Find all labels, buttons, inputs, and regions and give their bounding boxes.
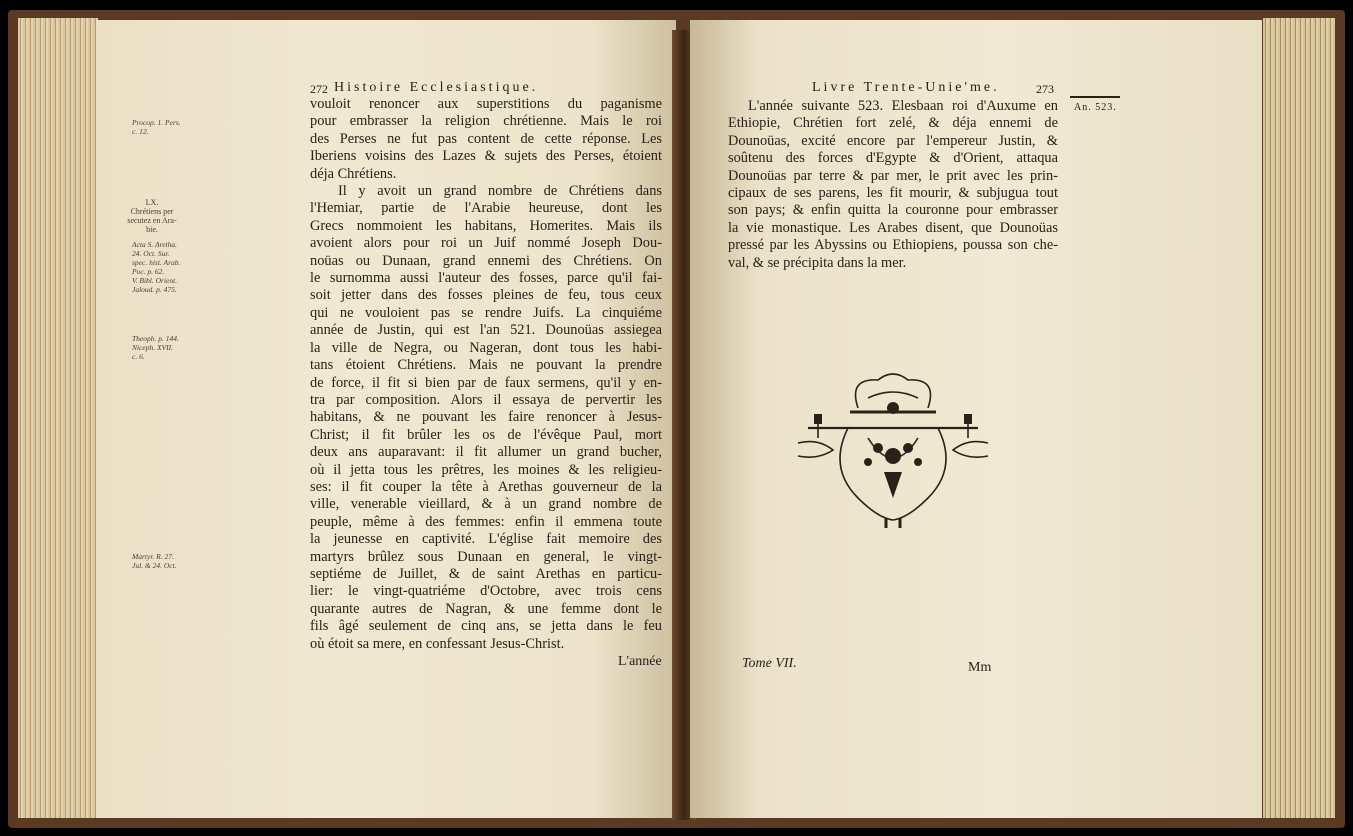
left-page-edges bbox=[18, 18, 98, 818]
side-year: An. 523. bbox=[1074, 102, 1117, 113]
left-page bbox=[96, 20, 676, 818]
margin-note-procop: Procop. 1. Pers. c. 12. bbox=[132, 118, 181, 136]
right-page bbox=[690, 20, 1262, 818]
margin-note-acta: Acta S. Aretha. 24. Oct. Sur. spec. hist. Arab. Poc. p. 62. V. Bibl. Orient. Jaloud. p. 475. bbox=[132, 240, 181, 294]
section-number: LX. bbox=[145, 198, 159, 207]
left-page-number: 272 bbox=[310, 82, 328, 96]
margin-note-theoph: Theoph. p. 144. Niceph. XVII. c. 6. bbox=[132, 334, 179, 361]
right-running-head: Livre Trente-Unie'me. bbox=[812, 80, 1000, 95]
signature-mark: Mm bbox=[968, 660, 992, 675]
margin-note-martyr: Martyr. R. 27. Jul. & 24. Oct. bbox=[132, 552, 177, 570]
section-heading: LX. Chrétiens per secutez en Ara- bie. bbox=[124, 198, 180, 234]
right-body-text: L'année suivante 523. Elesbaan roi d'Auxume en Ethiopie, Chrétien fort zelé, & déja ennemi de Dounoüas, excité encore par l'empereur Justin, & soûtenu des forces d'Egypte & d'Orient, attaqua Dounoüas par terre & par mer, le prit avec les prin- cipaux de ses parens, les fit mourir, & subjugua tout son pays; & enfin quitta la couronne pour embrasser la vie monastique. Les Arabes disent, que Dounoüas pressé par les Abyssins ou Ethiopiens, poussa son che- val, & se précipita dans la mer. bbox=[728, 98, 1058, 271]
catchword: L'année bbox=[618, 654, 662, 669]
year-rule bbox=[1070, 96, 1120, 98]
right-page-edges bbox=[1263, 18, 1335, 818]
tome-signature: Tome VII. bbox=[742, 656, 797, 671]
right-page-number: 273 bbox=[1036, 82, 1054, 96]
left-running-head: Histoire Ecclesiastique. bbox=[334, 80, 539, 95]
left-body-text: vouloit renoncer aux superstitions du paganisme pour embrasser la religion chrétienne. Mais le roi des Perses ne fut pas content de cette réponse. Les Iberiens voisins des Lazes & sujets des Perses, étoient déja Chrétiens. Il y avoit un grand nombre de Chrétiens dans l'Hemiar, partie de l'Arabie heureuse, dont les Grecs nommoient les habitans, Homerites. Mais ils avoient alors pour roi un Juif nommé Joseph Dou- noüas ou Dunaan, grand ennemi des Chrétiens. On le surnomma aussi l'auteur des fosses, parce qu'il fai- soit jetter dans des fosses pleines de feu, tous ceux qui ne vouloient pas se rendre Juifs. La cinquiéme année de Justin, qui est l'an 521. Dounoüas assiegea la ville de Negra, ou Nageran, dont tous les habi- tans étoient Chrétiens. Mais ne pouvant la prendre de force, il fit si bien par de faux sermens, qu'il y en- tra par composition. Alors il essaya de pervertir les habitans, & ne pouvant les faire renoncer à Jesus- Christ; il fit brûler les os de l'évêque Paul, mort deux ans auparavant: il fit allumer un grand bucher, où il jetta tous les prêtres, les moines & les religieu- ses: il fit couper la tête à Arethas gouverneur de la ville, venerable vieillard, & à un grand nombre de peuple, même à des femmes: enfin il emmena toute la jeunesse en captivité. L'église fait memoire des martyrs brûlez sous Dunaan en general, le vingt- septiéme de Juillet, & de saint Arethas en particu- lier: le vingt-quatriéme d'Octobre, avec trois cens quarante autres de Nagran, & une femme dont le fils âgé seulement de cinq ans, se jetta dans le feu où étoit sa mere, en confessant Jesus-Christ. bbox=[310, 96, 662, 652]
vignette-ornament-icon bbox=[788, 368, 998, 528]
